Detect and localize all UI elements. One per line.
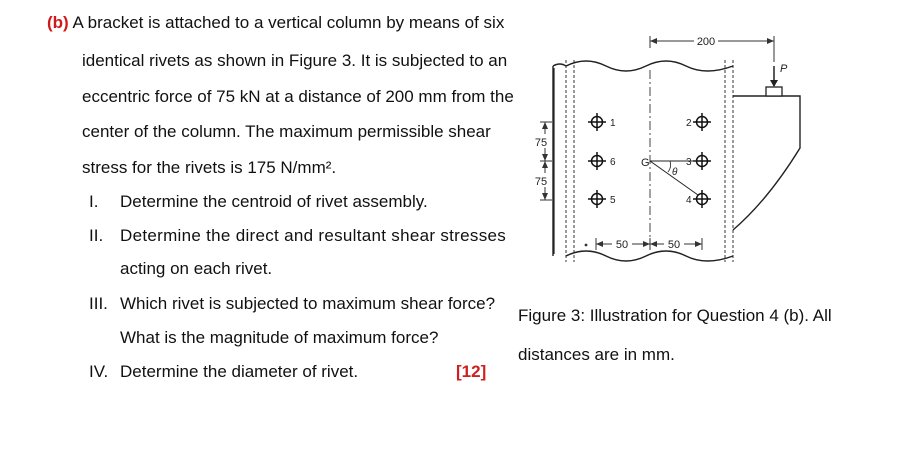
dim-v2-label: 75 — [534, 176, 548, 188]
question-label: (b) — [47, 13, 69, 32]
dim-h2-label: 50 — [667, 239, 681, 251]
dim-top-label: 200 — [696, 36, 716, 48]
rivet-label-6: 6 — [610, 157, 616, 168]
figure-caption-2: distances are in mm. — [518, 345, 675, 364]
question-line-2: identical rivets as shown in Figure 3. It is subjected to an — [82, 51, 508, 70]
question-line-5: stress for the rivets is 175 N/mm². — [82, 158, 337, 177]
part-4-text: Determine the diameter of rivet. — [120, 362, 359, 381]
part-3-text-1: Which rivet is subjected to maximum shear force? — [120, 294, 496, 313]
centroid-label: G — [641, 157, 650, 169]
question-line-4: center of the column. The maximum permissible shear — [82, 122, 491, 141]
part-1-text: Determine the centroid of rivet assembly. — [120, 192, 428, 211]
rivet-label-3: 3 — [686, 157, 692, 168]
dim-v1-label: 75 — [534, 137, 548, 149]
force-label: P — [780, 63, 788, 75]
rivet-label-4: 4 — [686, 195, 692, 206]
part-3-text-2: What is the magnitude of maximum force? — [120, 328, 439, 347]
part-3-num: III. — [89, 294, 108, 313]
part-4-num: IV. — [89, 362, 109, 381]
part-2-text-1: Determine the direct and resultant shear stresses — [120, 226, 507, 245]
dim-h1-label: 50 — [615, 239, 629, 251]
figure-caption-1: Figure 3: Illustration for Question 4 (b). All — [518, 306, 832, 325]
marks-label: [12] — [456, 362, 487, 381]
part-1-num: I. — [89, 192, 99, 211]
question-text-1: A bracket is attached to a vertical column by means of six — [72, 13, 505, 32]
rivet-1 — [588, 113, 606, 131]
rivet-label-5: 5 — [610, 195, 616, 206]
rivet-5 — [588, 190, 606, 208]
rivet-2 — [693, 113, 711, 131]
angle-label: θ — [672, 167, 678, 178]
rivet-label-1: 1 — [610, 118, 616, 129]
part-2-num: II. — [89, 226, 104, 245]
rivet-4 — [693, 190, 711, 208]
part-2-text-2: acting on each rivet. — [120, 259, 273, 278]
question-line-3: eccentric force of 75 kN at a distance of 200 mm from the — [82, 87, 514, 106]
rivet-6 — [588, 152, 606, 170]
rivet-label-2: 2 — [686, 118, 692, 129]
